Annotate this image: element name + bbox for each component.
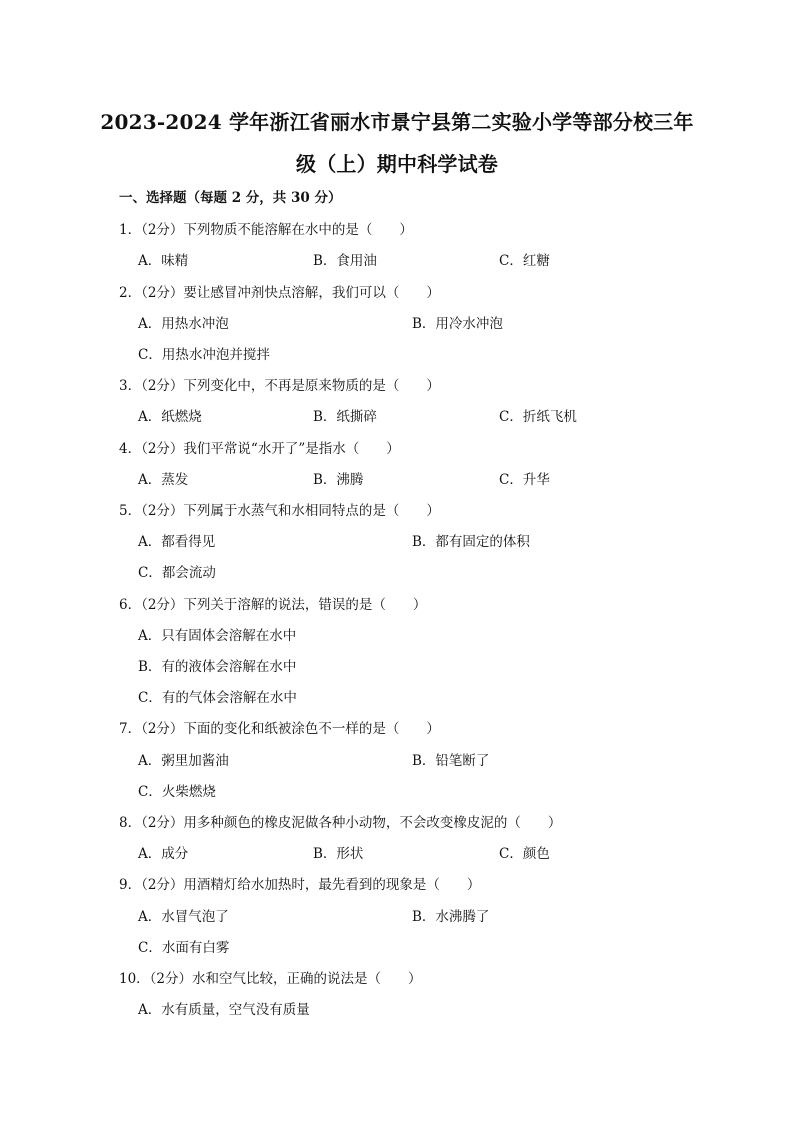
section-heading: 一、选择题（每题 2 分，共 30 分）: [119, 190, 342, 206]
question-2-option-a: A．用热水冲泡: [138, 316, 229, 332]
question-4-option-c: C．升华: [499, 472, 550, 488]
question-8-option-a: A．成分: [138, 846, 189, 862]
question-7-option-a: A．粥里加酱油: [138, 753, 229, 769]
question-5-stem: 5．（2分）下列属于水蒸气和水相同特点的是（ ）: [119, 503, 440, 519]
question-1-option-a: A．味精: [138, 253, 189, 269]
question-3-option-c: C．折纸飞机: [499, 409, 577, 425]
question-1-stem: 1．（2分）下列物质不能溶解在水中的是（ ）: [119, 222, 413, 238]
question-9-stem: 9．（2分）用酒精灯给水加热时，最先看到的现象是（ ）: [119, 877, 481, 893]
question-7-option-b: B．铅笔断了: [412, 753, 490, 769]
question-3-option-a: A．纸燃烧: [138, 409, 202, 425]
question-4-stem: 4．（2分）我们平常说“水开了”是指水（ ）: [119, 441, 400, 457]
question-5-option-b: B．都有固定的体积: [412, 534, 530, 550]
question-7-stem: 7．（2分）下面的变化和纸被涂色不一样的是（ ）: [119, 721, 440, 737]
question-6-option-b: B．有的液体会溶解在水中: [138, 659, 297, 675]
question-6-option-a: A．只有固体会溶解在水中: [138, 628, 297, 644]
question-9-option-c: C．水面有白雾: [138, 940, 230, 956]
exam-title-line-1: 2023-2024 学年浙江省丽水市景宁县第二实验小学等部分校三年: [100, 110, 694, 134]
question-2-option-b: B．用冷水冲泡: [412, 316, 503, 332]
question-2-stem: 2．（2分）要让感冒冲剂快点溶解，我们可以（ ）: [119, 285, 440, 301]
question-1-option-c: C．红糖: [499, 253, 550, 269]
question-1-option-b: B．食用油: [313, 253, 377, 269]
question-5-option-c: C．都会流动: [138, 565, 216, 581]
question-3-option-b: B．纸撕碎: [313, 409, 377, 425]
question-6-option-c: C．有的气体会溶解在水中: [138, 690, 297, 706]
question-8-stem: 8．（2分）用多种颜色的橡皮泥做各种小动物，不会改变橡皮泥的（ ）: [119, 815, 562, 831]
question-10-stem: 10．（2分）水和空气比较，正确的说法是（ ）: [119, 971, 422, 987]
question-5-option-a: A．都看得见: [138, 534, 216, 550]
question-7-option-c: C．火柴燃烧: [138, 784, 216, 800]
question-8-option-b: B．形状: [313, 846, 364, 862]
question-4-option-a: A．蒸发: [138, 472, 189, 488]
question-6-stem: 6．（2分）下列关于溶解的说法，错误的是（ ）: [119, 597, 427, 613]
exam-title-line-2: 级（上）期中科学试卷: [296, 152, 498, 176]
question-10-option-a: A．水有质量，空气没有质量: [138, 1002, 310, 1018]
question-9-option-a: A．水冒气泡了: [138, 909, 229, 925]
question-4-option-b: B．沸腾: [313, 472, 364, 488]
question-9-option-b: B．水沸腾了: [412, 909, 490, 925]
question-2-option-c: C．用热水冲泡并搅拌: [138, 347, 270, 363]
question-8-option-c: C．颜色: [499, 846, 550, 862]
question-3-stem: 3．（2分）下列变化中，不再是原来物质的是（ ）: [119, 378, 440, 394]
